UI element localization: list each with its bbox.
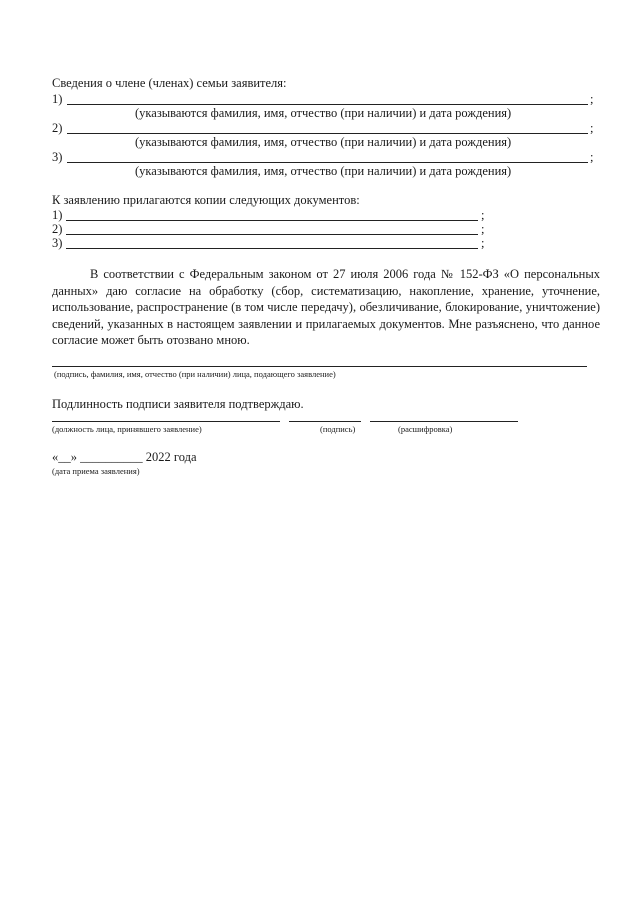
signature-caption: (подпись) [320, 424, 356, 434]
family-row-2-line[interactable] [67, 133, 588, 134]
family-row-2-hint: (указываются фамилия, имя, отчество (при наличии) и дата рождения) [135, 135, 512, 149]
verification-heading: Подлинность подписи заявителя подтверждаю. [52, 397, 304, 411]
documents-heading: К заявлению прилагаются копии следующих документов: [52, 193, 360, 207]
family-row-3-hint: (указываются фамилия, имя, отчество (при наличии) и дата рождения) [135, 164, 512, 178]
decoding-caption: (расшифровка) [398, 424, 453, 434]
documents-row-2-end: ; [481, 222, 485, 236]
family-row-3-end: ; [590, 150, 594, 164]
family-row-1-end: ; [590, 92, 594, 106]
documents-row-3-line[interactable] [66, 248, 478, 249]
family-row-1-hint: (указываются фамилия, имя, отчество (при наличии) и дата рождения) [135, 106, 512, 120]
family-row-3-number: 3) [52, 150, 63, 164]
date-open-quote: « [52, 450, 59, 464]
family-row-2-end: ; [590, 121, 594, 135]
date-close-quote: » [70, 450, 77, 464]
position-line[interactable] [52, 421, 280, 422]
position-caption: (должность лица, принявшего заявление) [52, 424, 202, 434]
reception-date-caption: (дата приема заявления) [52, 466, 140, 476]
date-month-blank[interactable]: __________ [80, 450, 143, 464]
documents-row-1-number: 1) [52, 208, 63, 222]
documents-row-2-number: 2) [52, 222, 63, 236]
applicant-signature-caption: (подпись, фамилия, имя, отчество (при наличии) лица, подающего заявление) [54, 369, 336, 379]
reception-date [52, 450, 197, 464]
documents-row-2-line[interactable] [66, 234, 478, 235]
documents-row-1-end: ; [481, 208, 485, 222]
date-day-blank[interactable]: __ [58, 450, 71, 464]
documents-row-3-end: ; [481, 236, 485, 250]
consent-text: В соответствии с Федеральным законом от 27 июля 2006 года № 152-ФЗ «О персональных данных» даю согласие на обработку (сбор, систематизацию, накопление, хранение, уточнение, использование, распространение (в том числе передачу), обезличивание, блокирование, уничтожение) сведений, указанных в настоящем заявлении и прилагаемых документов. Мне разъяснено, что данное согласие может быть отозвано мною. [52, 267, 600, 347]
documents-row-1-line[interactable] [66, 220, 478, 221]
consent-paragraph [52, 266, 600, 349]
family-row-1-number: 1) [52, 92, 63, 106]
decoding-line[interactable] [370, 421, 518, 422]
date-year: 2022 года [145, 450, 197, 464]
family-row-1-line[interactable] [67, 104, 588, 105]
family-heading: Сведения о члене (членах) семьи заявителя: [52, 76, 287, 90]
applicant-signature-line[interactable] [52, 366, 587, 367]
documents-row-3-number: 3) [52, 236, 63, 250]
family-row-2-number: 2) [52, 121, 63, 135]
family-row-3-line[interactable] [67, 162, 588, 163]
signature-line[interactable] [289, 421, 361, 422]
